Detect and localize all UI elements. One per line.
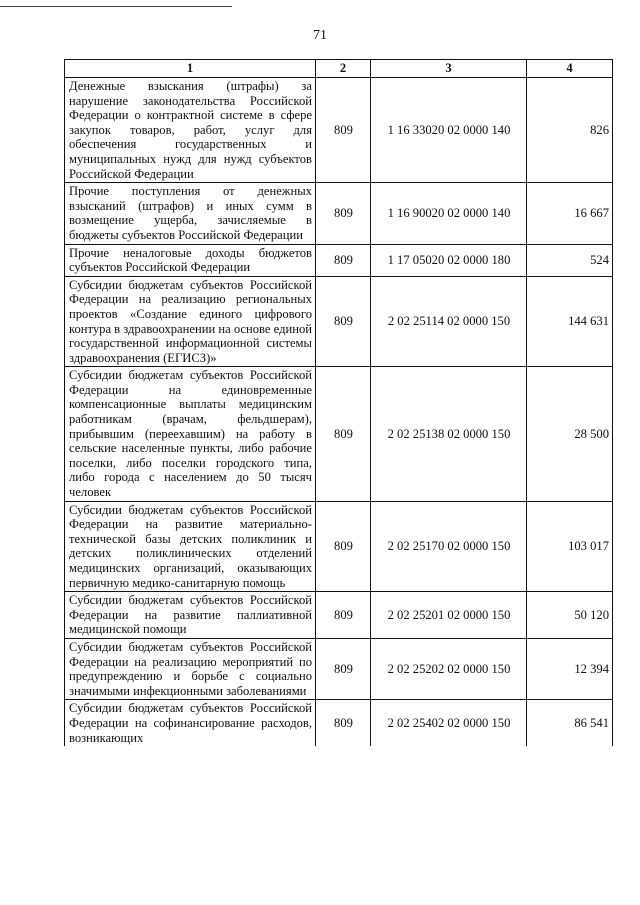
- revenue-name: Субсидии бюджетам субъектов Российской Федерации на единовременные компенсационные выплаты медицинским работникам (врачам, фельдшерам), прибывшим (переехавшим) на работу в сельские населенные пункты, либо рабочие поселки, либо поселки городского типа, либо города с населением до 50 тысяч человек: [65, 367, 316, 501]
- admin-code: 809: [316, 276, 371, 367]
- revenue-name: Прочие неналоговые доходы бюджетов субъектов Российской Федерации: [65, 244, 316, 276]
- amount: 144 631: [527, 276, 613, 367]
- column-header: 4: [527, 60, 613, 78]
- top-rule: [0, 6, 232, 7]
- budget-classification-code: 2 02 25201 02 0000 150: [371, 592, 527, 639]
- revenue-name: Субсидии бюджетам субъектов Российской Федерации на софинансирование расходов, возникающих: [65, 700, 316, 746]
- amount: 524: [527, 244, 613, 276]
- admin-code: 809: [316, 501, 371, 592]
- table-row: [65, 244, 613, 276]
- admin-code: 809: [316, 638, 371, 699]
- column-header: 3: [371, 60, 527, 78]
- budget-classification-code: 2 02 25170 02 0000 150: [371, 501, 527, 592]
- table-row: [65, 501, 613, 592]
- table-row: [65, 276, 613, 367]
- admin-code: 809: [316, 244, 371, 276]
- budget-classification-code: 2 02 25402 02 0000 150: [371, 700, 527, 746]
- page-number: 71: [313, 28, 327, 43]
- amount: 12 394: [527, 638, 613, 699]
- budget-classification-code: 1 16 90020 02 0000 140: [371, 183, 527, 244]
- revenue-table: [64, 59, 613, 746]
- amount: 16 667: [527, 183, 613, 244]
- table-row: [65, 78, 613, 183]
- budget-classification-code: 1 17 05020 02 0000 180: [371, 244, 527, 276]
- budget-classification-code: 2 02 25138 02 0000 150: [371, 367, 527, 501]
- revenue-name: Субсидии бюджетам субъектов Российской Федерации на реализацию мероприятий по предупреждению и борьбе с социально значимыми инфекционными заболеваниями: [65, 638, 316, 699]
- amount: 826: [527, 78, 613, 183]
- budget-classification-code: 2 02 25114 02 0000 150: [371, 276, 527, 367]
- admin-code: 809: [316, 78, 371, 183]
- table-row: [65, 592, 613, 639]
- column-header: 1: [65, 60, 316, 78]
- amount: 28 500: [527, 367, 613, 501]
- admin-code: 809: [316, 367, 371, 501]
- table-row: [65, 183, 613, 244]
- revenue-name: Субсидии бюджетам субъектов Российской Федерации на реализацию региональных проектов «Создание единого цифрового контура в здравоохранении на основе единой государственной информационной системы здравоохранения (ЕГИСЗ)»: [65, 276, 316, 367]
- table-row: [65, 367, 613, 501]
- column-header: 2: [316, 60, 371, 78]
- revenue-name: Субсидии бюджетам субъектов Российской Федерации на развитие материально-технической базы детских поликлиник и детских поликлинических отделений медицинских организаций, оказывающих первичную медико-санитарную помощь: [65, 501, 316, 592]
- table-header-row: [65, 60, 613, 78]
- admin-code: 809: [316, 592, 371, 639]
- amount: 50 120: [527, 592, 613, 639]
- table-row: [65, 638, 613, 699]
- revenue-name: Прочие поступления от денежных взысканий (штрафов) и иных сумм в возмещение ущерба, зачисляемые в бюджеты субъектов Российской Федерации: [65, 183, 316, 244]
- budget-classification-code: 1 16 33020 02 0000 140: [371, 78, 527, 183]
- amount: 86 541: [527, 700, 613, 746]
- amount: 103 017: [527, 501, 613, 592]
- revenue-name: Субсидии бюджетам субъектов Российской Федерации на развитие паллиативной медицинской помощи: [65, 592, 316, 639]
- admin-code: 809: [316, 183, 371, 244]
- revenue-name: Денежные взыскания (штрафы) за нарушение законодательства Российской Федерации о контрактной системе в сфере закупок товаров, работ, услуг для обеспечения государственных и муниципальных нужд для нужд субъектов Российской Федерации: [65, 78, 316, 183]
- budget-classification-code: 2 02 25202 02 0000 150: [371, 638, 527, 699]
- admin-code: 809: [316, 700, 371, 746]
- table-row: [65, 700, 613, 746]
